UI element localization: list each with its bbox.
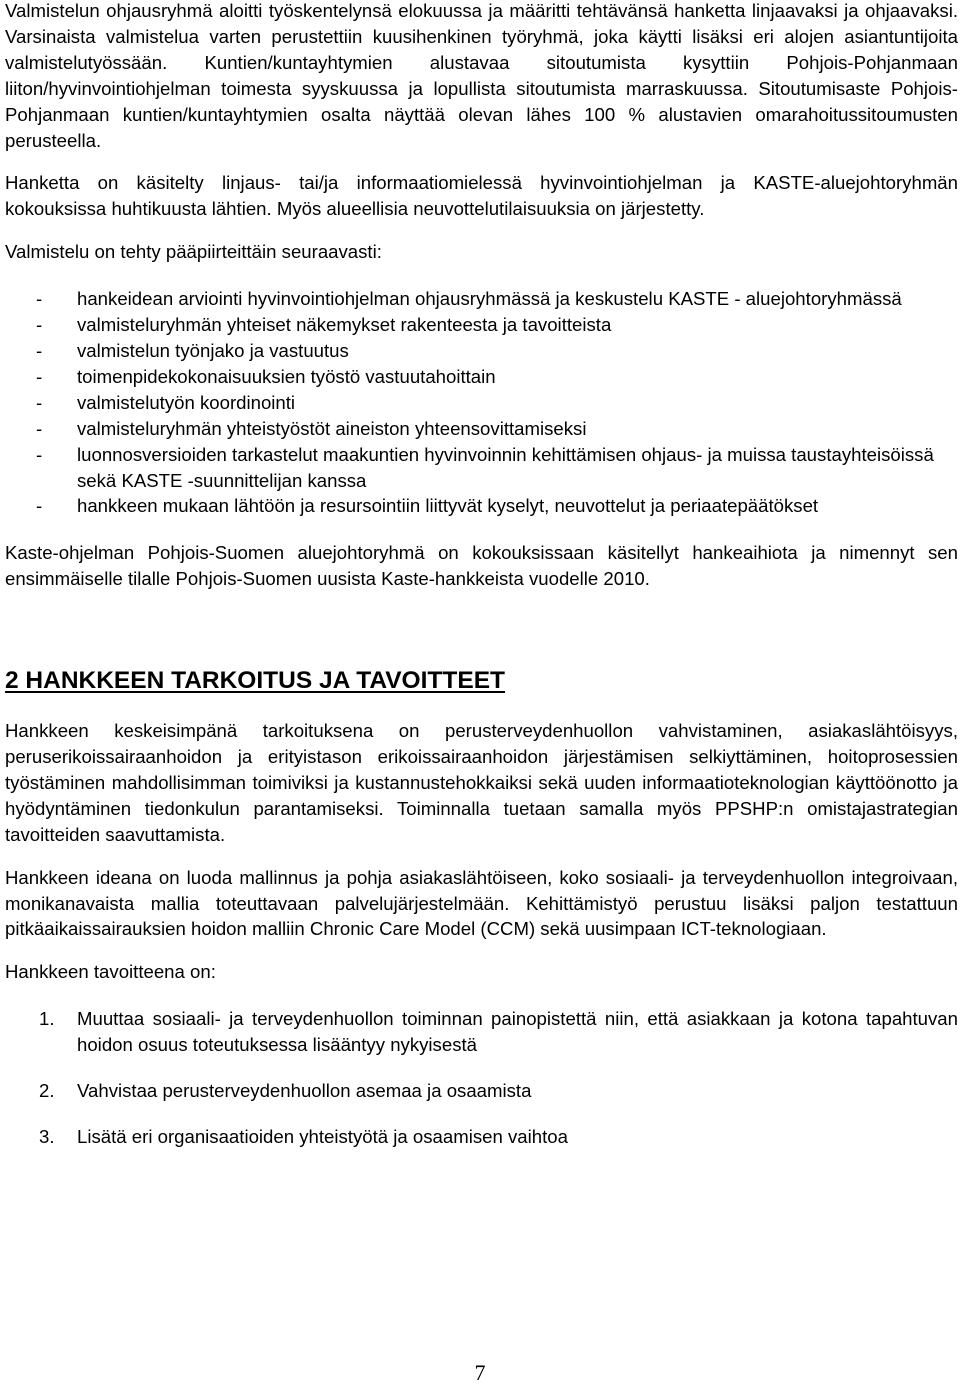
page-number: 7 — [474, 1360, 486, 1385]
list-dash: - — [36, 417, 43, 439]
list-item — [5, 312, 958, 338]
section-paragraph-2: Hankkeen ideana on luoda mallinnus ja pohja asiakaslähtöiseen, koko sosiaali- ja terveydenhuollon integroivaan, monikanavaista mallia toteuttavaan palvelujärjestelmään. Kehittämistyö perustuu lisäksi paljon testattuun pitkäaikaissairauksien hoidon malliin Chronic Care Model (CCM) sekä uusimpaan ICT-teknologiaan. — [5, 866, 958, 940]
goal-text: Vahvistaa perusterveydenhuollon asemaa ja osaamista — [77, 1080, 532, 1102]
list-dash: - — [36, 365, 43, 387]
list-dash: - — [36, 391, 43, 413]
list-item-text: valmisteluryhmän yhteistyöstöt aineiston yhteensovittamiseksi — [77, 417, 587, 439]
section-heading: 2 HANKKEEN TARKOITUS JA TAVOITTEET — [5, 667, 506, 695]
goal-text: Muuttaa sosiaali- ja terveydenhuollon toiminnan painopistettä niin, että asiakkaan ja kotona tapahtuvan hoidon osuus toteutuksessa lisääntyy nykyisestä — [77, 1008, 958, 1056]
list-dash: - — [36, 339, 43, 361]
goal-number: 3. — [39, 1126, 55, 1147]
list-item-text: luonnosversioiden tarkastelut maakuntien hyvinvoinnin kehittämisen ohjaus- ja muissa taustayhteisöissä sekä KASTE -suunnittelijan kanssa — [77, 443, 934, 491]
list-item — [5, 416, 958, 442]
goal-number: 2. — [39, 1080, 55, 1102]
list-dash: - — [36, 443, 43, 465]
list-dash: - — [36, 314, 43, 336]
list-item — [5, 390, 958, 416]
list-item — [5, 442, 958, 494]
intro-paragraph-3: Valmistelu on tehty pääpiirteittäin seuraavasti: — [5, 241, 382, 263]
list-item-text: hankkeen mukaan lähtöön ja resursointiin liittyvät kyselyt, neuvottelut ja periaatepäätökset — [77, 495, 819, 517]
list-item — [5, 286, 958, 312]
list-item — [5, 1124, 958, 1150]
goal-text: Lisätä eri organisaatioiden yhteistyötä ja osaamisen vaihtoa — [77, 1126, 568, 1147]
goal-number: 1. — [39, 1008, 55, 1030]
list-item — [5, 493, 958, 519]
list-item-text: valmistelutyön koordinointi — [77, 391, 296, 413]
section-paragraph-3: Hankkeen tavoitteena on: — [5, 961, 216, 983]
document-page — [5, 0, 958, 1150]
list-item — [5, 1006, 958, 1058]
list-item — [5, 338, 958, 364]
intro-paragraph-1: Valmistelun ohjausryhmä aloitti työskentelynsä elokuussa ja määritti tehtävänsä hanketta linjaavaksi ja ohjaavaksi. Varsinaista valmistelua varten perustettiin kuusihenkinen työryhmä, joka käytti lisäksi eri alojen asiantuntijoita valmistelutyössään. Kuntien/kuntayhtymien alustavaa sitoutumista kysyttiin Pohjois-Pohjanmaan liiton/hyvinvointiohjelman toimesta syyskuussa ja lopullista sitoutumista marraskuussa. Sitoutumisaste Pohjois-Pohjanmaan kuntien/kuntayhtymien osalta näyttää olevan lähes 100 % alustavien omarahoitussitoumusten perusteella. — [5, 0, 958, 151]
goals-list — [5, 1006, 958, 1150]
list-dash: - — [36, 288, 43, 310]
list-item-text: valmisteluryhmän yhteiset näkemykset rakenteesta ja tavoitteista — [77, 314, 612, 336]
list-item — [5, 364, 958, 390]
intro-paragraph-4: Kaste-ohjelman Pohjois-Suomen aluejohtoryhmä on kokouksissaan käsitellyt hankeaihiota ja nimennyt sen ensimmäiselle tilalle Pohjois-Suomen uusista Kaste-hankkeista vuodelle 2010. — [5, 542, 958, 590]
list-item-text: valmistelun työnjako ja vastuutus — [77, 339, 349, 361]
section-paragraph-1: Hankkeen keskeisimpänä tarkoituksena on perusterveydenhuollon vahvistaminen, asiakaslähtöisyys, peruserikoissairaanhoidon ja erityistason erikoissairaanhoidon järjestämisen selkiyttäminen, hoitoprosessien työstäminen mahdollisimman toimiviksi ja kustannustehokkaiksi sekä uuden informaatioteknologian käyttöönotto ja hyödyntäminen tiedonkulun parantamiseksi. Toiminnalla tuetaan samalla myös PPSHP:n omistajastrategian tavoitteiden saavuttamista. — [5, 720, 958, 845]
list-item-text: hankeidean arviointi hyvinvointiohjelman ohjausryhmässä ja keskustelu KASTE - aluejohtoryhmässä — [77, 288, 902, 310]
list-item-text: toimenpidekokonaisuuksien työstö vastuutahoittain — [77, 365, 496, 387]
preparation-steps-list — [5, 286, 958, 519]
intro-paragraph-2: Hanketta on käsitelty linjaus- tai/ja informaatiomielessä hyvinvointiohjelman ja KASTE-aluejohtoryhmän kokouksissa huhtikuusta lähtien. Myös alueellisia neuvottelutilaisuuksia on järjestetty. — [5, 172, 958, 220]
list-item — [5, 1078, 958, 1104]
list-dash: - — [36, 495, 43, 517]
